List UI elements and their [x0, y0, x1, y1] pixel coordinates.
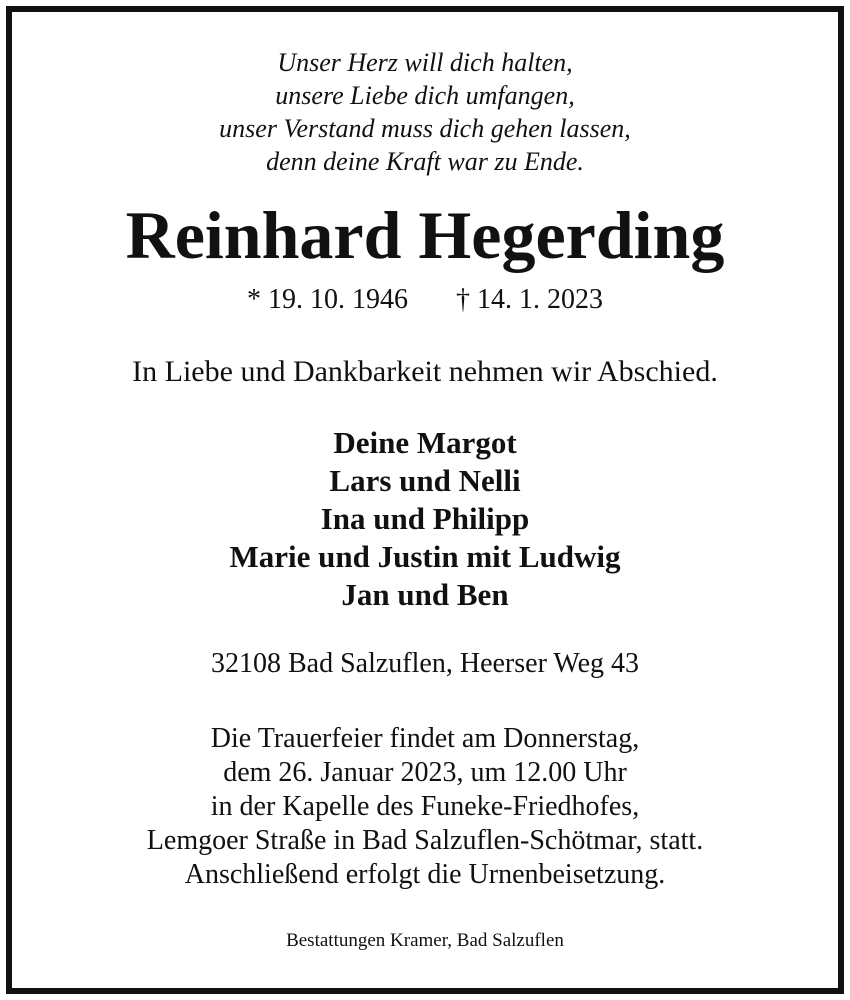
poem-line-1: Unser Herz will dich halten, — [277, 48, 573, 77]
poem-line-4: denn deine Kraft war zu Ende. — [266, 147, 584, 176]
deceased-name: Reinhard Hegerding — [125, 197, 725, 273]
ceremony-line-2: dem 26. Januar 2023, um 12.00 Uhr — [223, 757, 627, 788]
farewell-text: In Liebe und Dankbarkeit nehmen wir Abschied. — [132, 355, 718, 388]
ceremony-line-1: Die Trauerfeier findet am Donnerstag, — [210, 723, 640, 754]
ceremony-line-4: Lemgoer Straße in Bad Salzuflen-Schötmar, statt. — [146, 825, 704, 856]
undertaker: Bestattungen Kramer, Bad Salzuflen — [286, 930, 564, 951]
poem-line-2: unsere Liebe dich umfangen, — [275, 81, 575, 110]
family-member-1: Deine Margot — [333, 425, 517, 460]
ceremony-line-5: Anschließend erfolgt die Urnenbeisetzung. — [184, 859, 666, 890]
poem-line-3: unser Verstand muss dich gehen lassen, — [219, 114, 631, 143]
life-dates — [0, 284, 850, 316]
birth-date: * 19. 10. 1946 — [247, 284, 408, 315]
death-date: † 14. 1. 2023 — [456, 284, 603, 315]
address: 32108 Bad Salzuflen, Heerser Weg 43 — [211, 648, 639, 679]
ceremony-line-3: in der Kapelle des Funeke-Friedhofes, — [210, 791, 640, 822]
family-member-2: Lars und Nelli — [329, 463, 521, 498]
family-member-4: Marie und Justin mit Ludwig — [229, 539, 621, 574]
family-member-3: Ina und Philipp — [320, 501, 530, 536]
family-member-5: Jan und Ben — [341, 577, 509, 612]
